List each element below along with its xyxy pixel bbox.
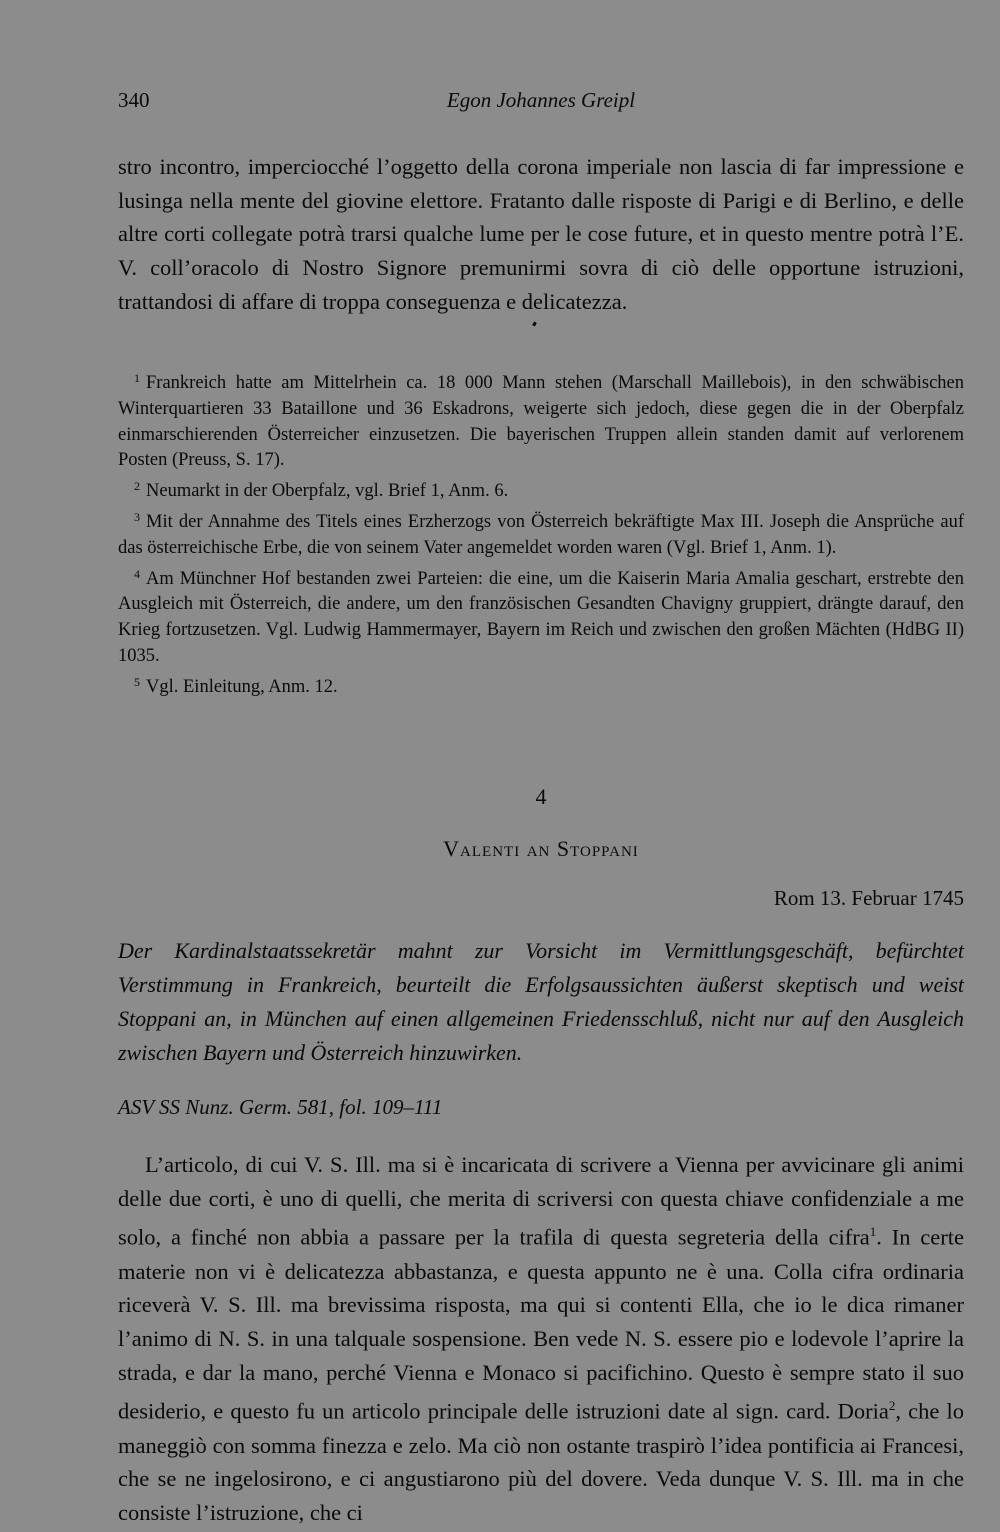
- footnote-number: 1: [134, 371, 140, 385]
- footnote-text: Vgl. Einleitung, Anm. 12.: [146, 676, 338, 697]
- letter-text-part: . In certe materie non vi è delicatezza abbastanza, e questa appunto ne è una. Colla cifra ordinaria riceverà V. S. Ill. ma brevissima risposta, ma qui si contenti Ella, che io le dica rimaner l’animo di N. S. in una talquale sospensione. Ben vede N. S. essere pio e lodevole l’aprire la strada, e dar la mano, perché Vienna e Monaco si pacifichino. Questo è sempre stato il suo desiderio, e questo fu un articolo principale delle istruzioni date al sign. card. Doria: [118, 1224, 964, 1424]
- letter-text: [118, 1148, 964, 1530]
- footnote-reference: 2: [888, 1398, 896, 1414]
- ink-mark: [532, 322, 537, 327]
- footnote-number: 3: [134, 509, 140, 524]
- footnote: [118, 505, 964, 562]
- footnote-number: 4: [134, 566, 140, 581]
- footnote-text: Mit der Annahme des Titels eines Erzherzogs von Österreich bekräftigte Max III. Joseph die Ansprüche auf das österreichische Erbe, die von seinem Vater angemeldet worden waren (Vgl. Brief 1, Anm. 1).: [118, 511, 964, 558]
- footnote-text: Am Münchner Hof bestanden zwei Parteien: die eine, um die Kaiserin Maria Amalia geschart, erstrebte den Ausgleich mit Österreich, die andere, um den französischen Gesandten Chavigny gruppiert, drängte darauf, den Krieg fortzusetzen. Vgl. Ludwig Hammermayer, Bayern im Reich und zwischen den großen Mächten (HdBG II) 1035.: [118, 568, 964, 666]
- footnote: [118, 670, 964, 701]
- footnote: [118, 562, 964, 670]
- footnote-text: Frankreich hatte am Mittelrhein ca. 18 000 Mann stehen (Marschall Maillebois), in den schwäbischen Winterquartieren 33 Bataillone und 36 Eskadrons, weigerte sich jedoch, diese gegen die in der Oberpfalz einmarschierenden Österreicher einzusetzen. Die bayerischen Truppen allein standen damit auf verlorenem Posten (Preuss, S. 17).: [118, 373, 964, 471]
- footnote: [118, 366, 964, 474]
- document-title: Valenti an Stoppani: [443, 836, 639, 861]
- document-place-date: Rom 13. Februar 1745: [773, 886, 964, 910]
- page-number: 340: [118, 88, 150, 112]
- letter-text-part: L’articolo, di cui V. S. Ill. ma si è incaricata di scrivere a Vienna per avvicinare gli animi delle due corti, è uno di quelli, che merita di scriversi con questa chiave confidenziale a me solo, a finché non abbia a passare per la trafila di questa segreteria della cifra: [118, 1152, 964, 1250]
- footnote-text: Neumarkt in der Oberpfalz, vgl. Brief 1, Anm. 6.: [146, 481, 509, 502]
- letter-text-part: , che lo maneggiò con somma finezza e zelo. Ma ciò non ostante traspirò l’idea pontificia ai Francesi, che se ne ingelosirono, e ci angustiarono più del dovere. Veda dunque V. S. Ill. ma in che consiste l’istruzione, che ci: [118, 1398, 964, 1526]
- archival-source: ASV SS Nunz. Germ. 581, fol. 109–111: [118, 1095, 443, 1119]
- document-summary: Der Kardinalstaatssekretär mahnt zur Vorsicht im Vermittlungsgeschäft, befürchtet Verstimmung in Frankreich, beurteilt die Erfolgsaussichten äußerst skeptisch und weist Stoppani an, in München auf einen allgemeinen Friedensschluß, nicht nur auf den Ausgleich zwischen Bayern und Österreich hinzuwirken.: [118, 938, 964, 1065]
- document-number: 4: [535, 784, 547, 809]
- footnote-number: 5: [134, 674, 140, 689]
- footnote: [118, 474, 964, 505]
- footnotes: [118, 366, 964, 701]
- continuation-paragraph: stro incontro, imperciocché l’oggetto della corona imperiale non lascia di far impressione e lusinga nella mente del giovine elettore. Fratanto dalle risposte di Parigi e di Berlino, e delle altre corti collegate potrà trarsi qualche lume per le cose future, et in questo mentre potrà l’E. V. coll’oracolo di Nostro Signore premunirmi sovra di ciò delle opportune istruzioni, trattandosi di affare di troppa conseguenza e delicatezza.: [118, 154, 964, 314]
- footnote-number: 2: [134, 479, 140, 494]
- running-head: Egon Johannes Greipl: [446, 88, 636, 112]
- footnote-reference: 1: [869, 1224, 877, 1240]
- page-header: [118, 88, 964, 118]
